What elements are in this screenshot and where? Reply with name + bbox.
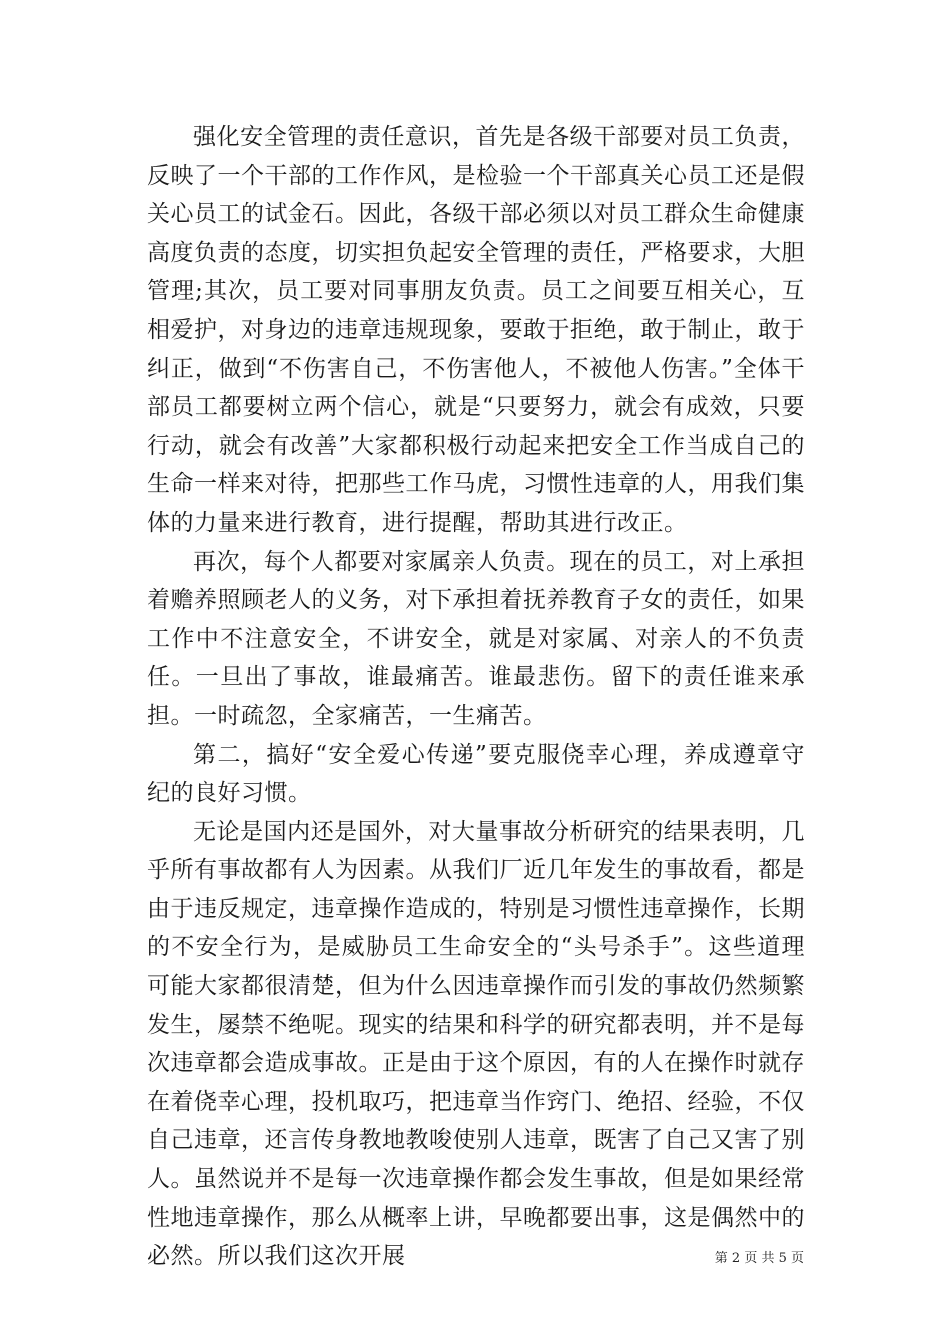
document-body bbox=[147, 118, 805, 1276]
paragraph-violations: 无论是国内还是国外，对大量事故分析研究的结果表明，几乎所有事故都有人为因素。从我们厂近几年发生的事故看，都是由于违反规定，违章操作造成的，特别是习惯性违章操作，长期的不安全行为，是威胁员工生命安全的“头号杀手”。这些道理可能大家都很清楚，但为什么因违章操作而引发的事故仍然频繁发生，屡禁不绝呢。现实的结果和科学的研究都表明，并不是每次违章都会造成事故。正是由于这个原因，有的人在操作时就存在着侥幸心理，投机取巧，把违章当作窍门、绝招、经验，不仅自己违章，还言传身教地教唆使别人违章，既害了自己又害了别人。虽然说并不是每一次违章操作都会发生事故，但是如果经常性地违章操作，那么从概率上讲，早晚都要出事，这是偶然中的必然。所以我们这次开展 bbox=[147, 818, 805, 1270]
paragraph-responsibility: 强化安全管理的责任意识，首先是各级干部要对员工负责，反映了一个干部的工作作风，是检验一个干部真关心员工还是假关心员工的试金石。因此，各级干部必须以对员工群众生命健康高度负责的态度，切实担负起安全管理的责任，严格要求，大胆管理;其次，员工要对同事朋友负责。员工之间要互相关心，互相爱护，对身边的违章违规现象，要敢于拒绝，敢于制止，敢于纠正，做到“不伤害自己，不伤害他人，不被他人伤害。”全体干部员工都要树立两个信心，就是“只要努力，就会有成效，只要行动，就会有改善”大家都积极行动起来把安全工作当成自己的生命一样来对待，把那些工作马虎，习惯性违章的人，用我们集体的力量来进行教育，进行提醒，帮助其进行改正。 bbox=[147, 124, 805, 536]
page-number: 第 2 页 共 5 页 bbox=[714, 1251, 804, 1266]
paragraph-family: 再次，每个人都要对家属亲人负责。现在的员工，对上承担着赡养照顾老人的义务，对下承担着抚养教育子女的责任，如果工作中不注意安全，不讲安全，就是对家属、对亲人的不负责任。一旦出了事故，谁最痛苦。谁最悲伤。留下的责任谁来承担。一时疏忽，全家痛苦，一生痛苦。 bbox=[147, 548, 805, 729]
paragraph-second-point: 第二，搞好“安全爱心传递”要克服侥幸心理，养成遵章守纪的良好习惯。 bbox=[147, 741, 805, 807]
